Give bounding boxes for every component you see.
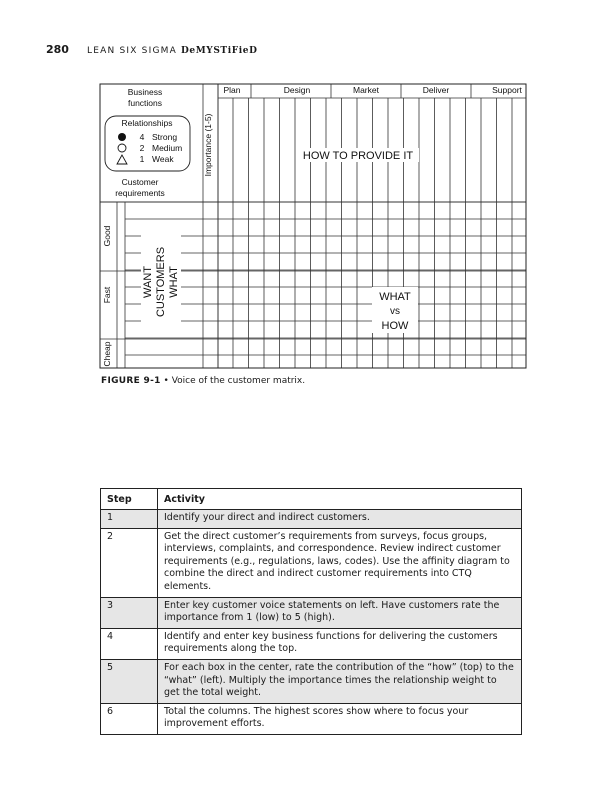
function-deliver: Deliver — [422, 85, 450, 95]
importance-label: Importance (1-5) — [203, 113, 213, 177]
want-label: WANT — [142, 266, 154, 298]
step-number: 4 — [101, 628, 158, 659]
table-row — [101, 597, 522, 628]
running-title-prefix: LEAN SIX SIGMA — [87, 46, 177, 56]
relationship-label-weak: Weak — [152, 154, 174, 164]
step-number: 2 — [101, 528, 158, 597]
table-row — [101, 659, 522, 703]
relationship-label-medium: Medium — [152, 143, 183, 153]
what-label: WHAT — [168, 266, 180, 298]
step-activity: For each box in the center, rate the contribution of the “how” (top) to the “what” (left). Multiply the importance times the relationship weight to get the total weight. — [158, 659, 522, 703]
function-design: Design — [283, 85, 311, 95]
step-number: 1 — [101, 510, 158, 529]
relationship-value-strong: 4 — [139, 132, 145, 142]
weak-triangle-icon — [117, 155, 127, 164]
table-row — [101, 628, 522, 659]
strong-filled-circle-icon — [118, 133, 126, 141]
table-row — [101, 528, 522, 597]
relationship-label-strong: Strong — [152, 132, 178, 142]
steps-table — [100, 488, 522, 735]
customers-label: CUSTOMERS — [155, 246, 167, 318]
running-title-suffix: DeMYSTiFieD — [181, 46, 258, 56]
step-activity: Identify and enter key business functions for delivering the customers requirements along the top. — [158, 628, 522, 659]
step-number: 6 — [101, 703, 158, 734]
step-activity: Get the direct customer’s requirements from surveys, focus groups, interviews, complaints, and correspondence. Review indirect customer requirements (e.g., regulations, laws, codes). Use the affinity diagram to combine the direct and indirect customer requirements into CTQ elements. — [158, 528, 522, 597]
medium-open-circle-icon — [118, 144, 126, 152]
what-vs-how-how: HOW — [381, 320, 409, 332]
figure-caption — [101, 376, 305, 386]
category-cheap: Cheap — [102, 341, 112, 367]
page-number: 280 — [46, 43, 69, 56]
how-to-provide-it-label: HOW TO PROVIDE IT — [302, 150, 414, 162]
header-step: Step — [101, 489, 158, 510]
relationships-title: Relationships — [121, 118, 173, 128]
business-functions-label-2: functions — [127, 98, 163, 108]
what-vs-how-vs: vs — [390, 306, 400, 317]
step-activity: Enter key customer voice statements on left. Have customers rate the importance from 1 (low) to 5 (high). — [158, 597, 522, 628]
category-good: Good — [102, 225, 112, 247]
table-row — [101, 510, 522, 529]
figure-label: FIGURE 9-1 — [101, 376, 161, 386]
step-activity: Total the columns. The highest scores show where to focus your improvement efforts. — [164, 705, 469, 730]
business-functions-label-1: Business — [127, 87, 163, 97]
caption-separator: • — [160, 376, 172, 386]
steps-table-header — [101, 489, 522, 510]
customer-requirements-label-2: requirements — [115, 188, 165, 198]
step-number: 5 — [101, 659, 158, 703]
step-number: 3 — [101, 597, 158, 628]
relationship-value-weak: 1 — [139, 154, 145, 164]
relationship-value-medium: 2 — [139, 143, 145, 153]
category-fast: Fast — [102, 286, 112, 304]
header-activity: Activity — [158, 489, 522, 510]
function-market: Market — [353, 85, 379, 95]
figure-caption-text: Voice of the customer matrix. — [171, 376, 306, 386]
step-activity: Identify your direct and indirect customers. — [158, 510, 522, 529]
customer-requirements-label-1: Customer — [121, 177, 159, 187]
function-support: Support — [492, 85, 522, 95]
what-vs-how-what: WHAT — [379, 291, 411, 303]
table-row — [101, 703, 522, 734]
function-plan: Plan — [223, 85, 241, 95]
